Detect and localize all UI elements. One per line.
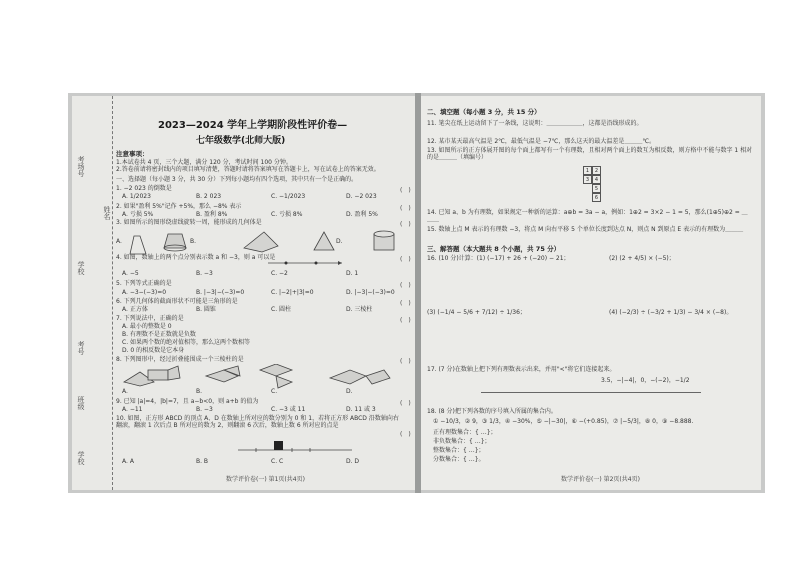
net-cell: 5 bbox=[592, 184, 601, 193]
exam-page-2 bbox=[421, 96, 761, 490]
exam-page-1 bbox=[72, 96, 415, 490]
option: D. D bbox=[346, 458, 360, 465]
option: B. B bbox=[196, 458, 209, 465]
answer-paren: ( ) bbox=[400, 300, 411, 307]
option: D. 0 的相反数是它本身 bbox=[122, 347, 185, 354]
option: B. |−3|−(−3)=0 bbox=[196, 289, 245, 296]
answer-paren: ( ) bbox=[400, 400, 411, 407]
page-1-content bbox=[116, 96, 411, 490]
option: C. −1/2023 bbox=[271, 193, 306, 200]
answer-paren: ( ) bbox=[400, 282, 411, 289]
section-3-header: 三、解答题（本大题共 8 个小题，共 75 分） bbox=[427, 245, 561, 253]
option: C. −2 bbox=[271, 270, 288, 277]
option: D. 11 或 3 bbox=[346, 406, 376, 413]
question-1-stem: 1. −2 023 的倒数是 bbox=[116, 185, 172, 192]
square-on-number-line-illustration bbox=[236, 438, 356, 454]
option: D. −2 023 bbox=[346, 193, 377, 200]
binding-label: 学校 bbox=[77, 261, 85, 275]
scanned-exam-photo bbox=[68, 93, 765, 493]
question-18: 18. (8 分)把下列各数的序号填入所属的集合内。 bbox=[427, 408, 557, 415]
option: A. 最小的整数是 0 bbox=[122, 323, 172, 330]
option: A. −5 bbox=[122, 270, 139, 277]
option: A. A bbox=[122, 458, 134, 465]
net-cell: 1 bbox=[583, 166, 592, 175]
question-2-stem: 2. 如果"盈利 5%"记作 +5%，那么 −8% 表示 bbox=[116, 203, 242, 210]
fill-question: 15. 数轴上点 M 表示的有理数 −3，将点 M 向右平移 5 个单位长度到达点 N，则点 N 到原点 E 表示的有理数为＿＿＿ bbox=[427, 226, 744, 233]
option: D. |−3|−(−3)=0 bbox=[346, 289, 395, 296]
question-18-values: ① −10/3，② 9，③ 1/3，④ −30%，⑤ −|−30|，⑥ −(+0.85)，⑦ |−5/3|，⑧ 0，⑨ −8.888. bbox=[433, 418, 694, 425]
binding-label: 班级 bbox=[77, 396, 85, 410]
binding-label: 学校 bbox=[77, 451, 85, 465]
question-4-stem: 4. 如图，数轴上的两个点分别表示数 a 和 −3，则 a 可以是 bbox=[116, 254, 276, 261]
option: A. 1/2023 bbox=[122, 193, 151, 200]
option: B. 2 023 bbox=[196, 193, 222, 200]
net-cell: 6 bbox=[592, 193, 601, 202]
question-9-stem: 9. 已知 |a|=4，|b|=7，且 a−b<0，则 a+b 的值为 bbox=[116, 398, 259, 405]
option: C. |−2|+|3|=0 bbox=[271, 289, 314, 296]
option: B. −3 bbox=[196, 406, 213, 413]
binding-label: 考场号 bbox=[77, 156, 85, 177]
net-cell: 3 bbox=[583, 175, 592, 184]
answer-paren: ( ) bbox=[400, 221, 411, 228]
question-16-part-4: (4) (−2/3) ÷ (−3/2 + 1/3) − 3/4 × (−8)。 bbox=[609, 309, 733, 316]
set-line: 非负数集合：{ …}； bbox=[433, 438, 491, 445]
option: C. bbox=[271, 388, 278, 395]
page-footer: 数学评价卷(一) 第1页(共4页) bbox=[226, 476, 305, 483]
option: D. 三棱柱 bbox=[346, 306, 373, 313]
section-2-header: 二、填空题（每小题 3 分，共 15 分） bbox=[427, 108, 541, 116]
option: A. −3−(−3)=0 bbox=[122, 289, 167, 296]
question-17-values: 3.5，−|−4|，0，−(−2)，−1/2 bbox=[601, 377, 690, 384]
option: A. 正方体 bbox=[122, 306, 148, 313]
option: B. 圆锥 bbox=[196, 306, 216, 313]
option: D. 1 bbox=[346, 270, 359, 277]
option: D. bbox=[336, 238, 343, 245]
question-3-stem: 3. 如图所示的图形绕虚线旋转一周，能形成的几何体是 bbox=[116, 219, 262, 226]
section-1-header: 一、选择题（每小题 3 分，共 30 分）下列每小题均有四个选项，其中只有一个是正确的。 bbox=[116, 176, 358, 183]
net-cell: 4 bbox=[592, 175, 601, 184]
binding-margin bbox=[72, 96, 113, 490]
fill-question: 12. 某市某天最高气温是 2℃，最低气温是 −7℃，那么这天的最大温差是＿＿＿℃。 bbox=[427, 138, 656, 145]
set-line: 整数集合：{ …}； bbox=[433, 447, 485, 454]
number-line-icon bbox=[266, 256, 346, 270]
answer-paren: ( ) bbox=[400, 431, 411, 438]
question-16-part-3: (3) (−1/4 − 5/6 + 7/12) ÷ 1/36； bbox=[427, 309, 526, 316]
question-6-stem: 6. 下列几何体的截面形状不可能是三角形的是 bbox=[116, 298, 238, 305]
question-10-stem: 10. 如图，正方形 ABCD 的顶点 A、D 在数轴上所对应的数分别为 0 和 1，若将正方形 ABCD 沿数轴向右翻滚，翻滚 1 次后点 B 所对应的数为 2，则翻滚 6 次后，数轴上数 6 所对应的点是 bbox=[116, 415, 399, 429]
answer-paren: ( ) bbox=[400, 358, 411, 365]
page-footer: 数学评价卷(一) 第2页(共4页) bbox=[561, 476, 640, 483]
option: B. 盈利 8% bbox=[196, 211, 228, 218]
option: A. −11 bbox=[122, 406, 143, 413]
notice-header: 注意事项： bbox=[116, 150, 149, 158]
option: D. bbox=[346, 388, 353, 395]
answer-paren: ( ) bbox=[400, 256, 411, 263]
notice-line: 2.答卷前请将密封线内的项目填写清楚，答题时请将答案填写在答题卡上，写在试卷上的答案无效。 bbox=[116, 166, 380, 173]
net-cell: 2 bbox=[592, 166, 601, 175]
answer-paren: ( ) bbox=[400, 187, 411, 194]
fill-question: 11. 笔尖在纸上运动留下了一条线，这说明：＿＿＿＿＿＿，这都是沿线形成的。 bbox=[427, 120, 643, 127]
option: C. C bbox=[271, 458, 284, 465]
answer-paren: ( ) bbox=[400, 205, 411, 212]
fill-question: 14. 已知 a、b 为有理数，如果规定一种新的运算：a⊕b = 3a − a，例如：1⊕2 = 3×2 − 1 = 5，那么(1⊕5)⊕2 = ＿＿＿ bbox=[427, 209, 748, 223]
binding-label: 考号 bbox=[77, 341, 85, 355]
question-5-stem: 5. 下列等式正确的是 bbox=[116, 280, 172, 287]
notice-line: 1.本试卷共 4 页，三个大题，满分 120 分，考试时间 100 分钟。 bbox=[116, 159, 292, 166]
set-line: 正有理数集合：{ …}； bbox=[433, 429, 497, 436]
question-16-part-2: (2) (2 + 4/5) × (−5)； bbox=[609, 255, 675, 262]
option: C. −3 或 11 bbox=[271, 406, 306, 413]
exam-subtitle: 七年级数学(北师大版) bbox=[196, 136, 286, 146]
option: A. bbox=[116, 238, 122, 245]
solid-figures-illustration bbox=[124, 226, 414, 256]
exam-title: 2023—2024 学年上学期阶段性评价卷— bbox=[158, 120, 348, 131]
question-16: 16. (10 分)计算：(1) (−17) + 26 + (−20) − 21； bbox=[427, 255, 570, 262]
prism-nets-illustration bbox=[120, 364, 410, 390]
option: B. 有理数不是正数就是负数 bbox=[122, 331, 196, 338]
option: B. −3 bbox=[196, 270, 213, 277]
binding-label: 姓名 bbox=[103, 206, 111, 220]
question-7-stem: 7. 下列说法中，正确的是 bbox=[116, 315, 184, 322]
question-17: 17. (7 分)在数轴上把下列有理数表示出来，并用"<"将它们连接起来。 bbox=[427, 366, 616, 373]
option: C. 亏损 8% bbox=[271, 211, 303, 218]
option: C. 如果两个数的绝对值相等，那么这两个数相等 bbox=[122, 339, 251, 346]
set-line: 分数集合：{ …}。 bbox=[433, 456, 485, 463]
question-8-stem: 8. 下列图形中，经过折叠能围成一个三棱柱的是 bbox=[116, 356, 244, 363]
option: B. bbox=[196, 388, 203, 395]
option: A. 亏损 5% bbox=[122, 211, 154, 218]
answer-paren: ( ) bbox=[400, 317, 411, 324]
option: D. 盈利 5% bbox=[346, 211, 378, 218]
option: B. bbox=[190, 238, 197, 245]
number-line bbox=[481, 392, 701, 393]
option: C. 圆柱 bbox=[271, 306, 292, 313]
option: A. bbox=[122, 388, 128, 395]
fill-question: 13. 如图所示的正方体展开图的每个面上都写有一个有理数，且相对两个面上的数互为相反数，则方格中不能与数字 1 相对的是＿＿＿（填编号） bbox=[427, 147, 753, 161]
